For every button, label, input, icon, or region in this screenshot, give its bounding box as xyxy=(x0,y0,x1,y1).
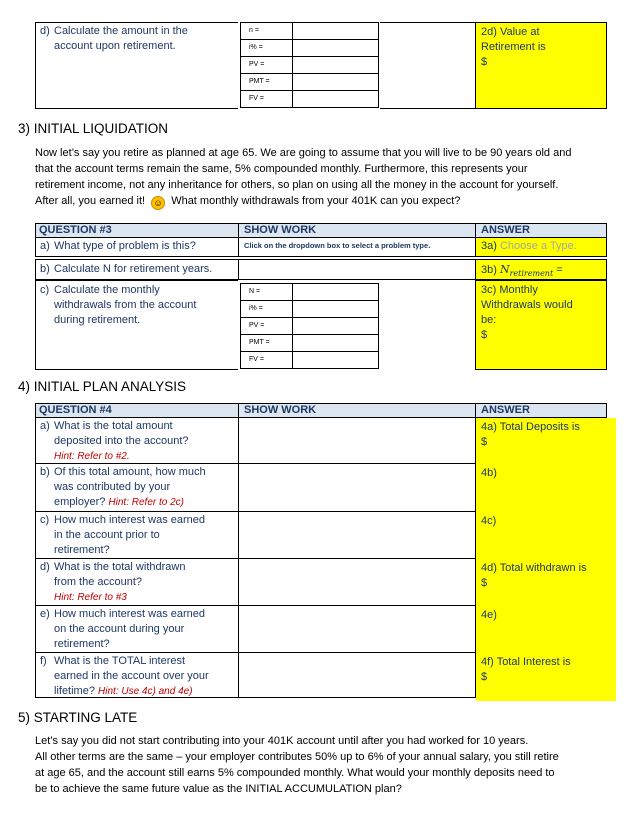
q4e-line2: on the account during your xyxy=(54,623,185,635)
q4f-letter: f) xyxy=(40,655,47,667)
q4e-letter: e) xyxy=(40,608,50,620)
q4c-line3: retirement? xyxy=(54,544,110,556)
q4a-line1: What is the total amount xyxy=(54,420,173,432)
q3c-answer-line3: be: xyxy=(481,314,497,326)
section-4-title: 4) INITIAL PLAN ANALYSIS xyxy=(18,379,187,394)
q3-tvm-pmt-label: PMT = xyxy=(241,335,293,352)
q4b-hint: Hint: Refer to 2c) xyxy=(108,497,185,508)
sec5-line1: Let’s say you did not start contributing into your 401K account until after you had worked for 10 years. xyxy=(35,735,529,747)
sec3-line3: retirement income, not any inheritance for others, so plan on using all the money in the account for yourself. xyxy=(35,179,559,191)
q2d-letter: d) xyxy=(40,25,50,37)
q3b-letter: b) xyxy=(40,263,50,275)
tvm-n-label: n = xyxy=(241,23,293,40)
q4-header-answer: ANSWER xyxy=(481,404,530,416)
q3c-tvm-table xyxy=(240,283,379,369)
q4e-line3: retirement? xyxy=(54,638,110,650)
q4e-answer-label: 4e) xyxy=(481,609,497,621)
q4f-line3: lifetime? xyxy=(54,685,95,697)
q3b-formula-eq: = xyxy=(556,264,563,276)
q4d-hint: Hint: Refer to #3 xyxy=(54,592,127,603)
sec3-line1: Now let’s say you retire as planned at age 65. We are going to assume that you will live to be 90 years old and xyxy=(35,147,572,159)
section-5-title: 5) STARTING LATE xyxy=(18,710,138,725)
tvm-n-input[interactable] xyxy=(293,23,379,40)
section-3-paragraph xyxy=(35,145,615,210)
q4c-question xyxy=(40,513,205,558)
section-5-paragraph xyxy=(35,733,615,797)
q2d-tvm-table xyxy=(240,22,379,108)
q3a-text: What type of problem is this? xyxy=(54,240,196,252)
q3c-line3: during retirement. xyxy=(54,314,141,326)
q3-tvm-pv-input[interactable] xyxy=(293,318,379,335)
q4c-answer-label: 4c) xyxy=(481,515,497,527)
q2d-answer-line1: 2d) Value at xyxy=(481,26,540,38)
q4a-hint: Hint: Refer to #2. xyxy=(54,451,130,462)
q4f-hint: Hint: Use 4c) and 4e) xyxy=(98,686,193,697)
q3-header-work: SHOW WORK xyxy=(244,224,317,236)
q3c-letter: c) xyxy=(40,284,50,296)
sec5-line2: All other terms are the same – your employer contributes 50% up to 6% of your annual salary, you still retire xyxy=(35,751,559,763)
q4a-line2: deposited into the account? xyxy=(54,435,189,447)
q3-tvm-fv-input[interactable] xyxy=(293,352,379,369)
q4d-answer-dollar: $ xyxy=(481,577,488,589)
smiley-icon: ☺ xyxy=(151,196,165,210)
tvm-pmt-label: PMT = xyxy=(241,74,293,91)
q4d-letter: d) xyxy=(40,561,50,573)
q4a-letter: a) xyxy=(40,420,50,432)
tvm-pmt-input[interactable] xyxy=(293,74,379,91)
q3-header-answer: ANSWER xyxy=(481,224,530,236)
q4b-answer-label: 4b) xyxy=(481,467,497,479)
q2d-text-2: account upon retirement. xyxy=(54,40,176,52)
q4c-line1: How much interest was earned xyxy=(54,514,206,526)
q4f-line2: earned in the account over your xyxy=(54,670,209,682)
q4f-question xyxy=(40,654,209,699)
q4d-line2: from the account? xyxy=(54,576,143,588)
q4f-answer-cell[interactable] xyxy=(476,653,616,701)
q2d-answer-line2: Retirement is xyxy=(481,41,546,53)
q4f-answer-line1: 4f) Total Interest is xyxy=(481,656,571,668)
q3-tvm-i-input[interactable] xyxy=(293,301,379,318)
q4f-answer-dollar: $ xyxy=(481,671,488,683)
sec5-line4: be to achieve the same future value as the INITIAL ACCUMULATION plan? xyxy=(35,783,402,795)
q3a-answer-label: 3a) xyxy=(481,240,497,252)
q4e-question xyxy=(40,607,205,652)
q3-tvm-fv-label: FV = xyxy=(241,352,293,369)
q3b-formula-sub: retirement xyxy=(509,269,554,279)
q3a-dropdown[interactable]: Choose a Type. xyxy=(499,240,577,252)
q4b-answer-cell[interactable] xyxy=(476,464,616,515)
q3a-letter: a) xyxy=(40,240,50,252)
q4d-answer-line1: 4d) Total withdrawn is xyxy=(481,562,587,574)
q3-tvm-pmt-input[interactable] xyxy=(293,335,379,352)
q3-header-question: QUESTION #3 xyxy=(39,224,112,236)
q3c-answer-cell[interactable] xyxy=(475,280,607,370)
q4b-question xyxy=(40,465,206,510)
q3c-answer-dollar: $ xyxy=(481,329,488,341)
tvm-i-input[interactable] xyxy=(293,40,379,57)
sec5-line3: at age 65, and the account still earns 5% compounded monthly. What would your monthly deposits need to xyxy=(35,767,555,779)
tvm-pv-input[interactable] xyxy=(293,57,379,74)
tvm-i-label: i% = xyxy=(241,40,293,57)
q4e-answer-cell[interactable] xyxy=(476,606,616,656)
q2d-text: Calculate the amount in the xyxy=(54,25,188,37)
sec3-line4b: What monthly withdrawals from your 401K can you expect? xyxy=(171,195,461,207)
q3a-work-instruction: Click on the dropdown box to select a problem type. xyxy=(244,241,431,250)
q4a-answer-line1: 4a) Total Deposits is xyxy=(481,421,580,433)
tvm-pv-label: PV = xyxy=(241,57,293,74)
q3-tvm-n-input[interactable] xyxy=(293,284,379,301)
q4b-line1: Of this total amount, how much xyxy=(54,466,206,478)
q4-header-question: QUESTION #4 xyxy=(39,404,112,416)
q3-table xyxy=(35,223,607,370)
q2d-answer-dollar: $ xyxy=(481,56,488,68)
q4-table xyxy=(35,403,607,698)
q4a-answer-cell[interactable] xyxy=(476,418,616,467)
q4d-question xyxy=(40,560,185,605)
q4b-line3: employer? xyxy=(54,496,106,508)
q2d-block xyxy=(35,22,607,109)
q4d-answer-cell[interactable] xyxy=(476,559,616,609)
q3-tvm-pv-label: PV = xyxy=(241,318,293,335)
section-3-title: 3) INITIAL LIQUIDATION xyxy=(18,121,169,136)
sec3-line4a: After all, you earned it! xyxy=(35,195,146,207)
q3c-answer-line2: Withdrawals would xyxy=(481,299,573,311)
q4e-line1: How much interest was earned xyxy=(54,608,206,620)
q4f-line1: What is the TOTAL interest xyxy=(54,655,186,667)
q4-header-work: SHOW WORK xyxy=(244,404,317,416)
q4d-line1: What is the total withdrawn xyxy=(54,561,186,573)
q4c-line2: in the account prior to xyxy=(54,529,160,541)
tvm-fv-label: FV = xyxy=(241,91,293,108)
q4a-answer-dollar: $ xyxy=(481,436,488,448)
sec3-line2: that the account terms remain the same, 5% compounded monthly. Furthermore, this represents your xyxy=(35,163,528,175)
q3b-text: Calculate N for retirement years. xyxy=(54,263,213,275)
q4c-letter: c) xyxy=(40,514,50,526)
q3b-answer-label: 3b) xyxy=(481,264,497,276)
q4a-question xyxy=(40,419,189,464)
q3c-line1: Calculate the monthly xyxy=(54,284,160,296)
tvm-fv-input[interactable] xyxy=(293,91,379,108)
q3-tvm-n-label: N = xyxy=(241,284,293,301)
q3c-line2: withdrawals from the account xyxy=(54,299,197,311)
q3b-formula-n: N xyxy=(499,263,510,276)
q3c-answer-line1: 3c) Monthly xyxy=(481,284,538,296)
q2d-answer[interactable] xyxy=(475,22,607,109)
q3-tvm-i-label: i% = xyxy=(241,301,293,318)
q4c-answer-cell[interactable] xyxy=(476,512,616,562)
q4b-line2: was contributed by your xyxy=(54,481,171,493)
q4b-letter: b) xyxy=(40,466,50,478)
